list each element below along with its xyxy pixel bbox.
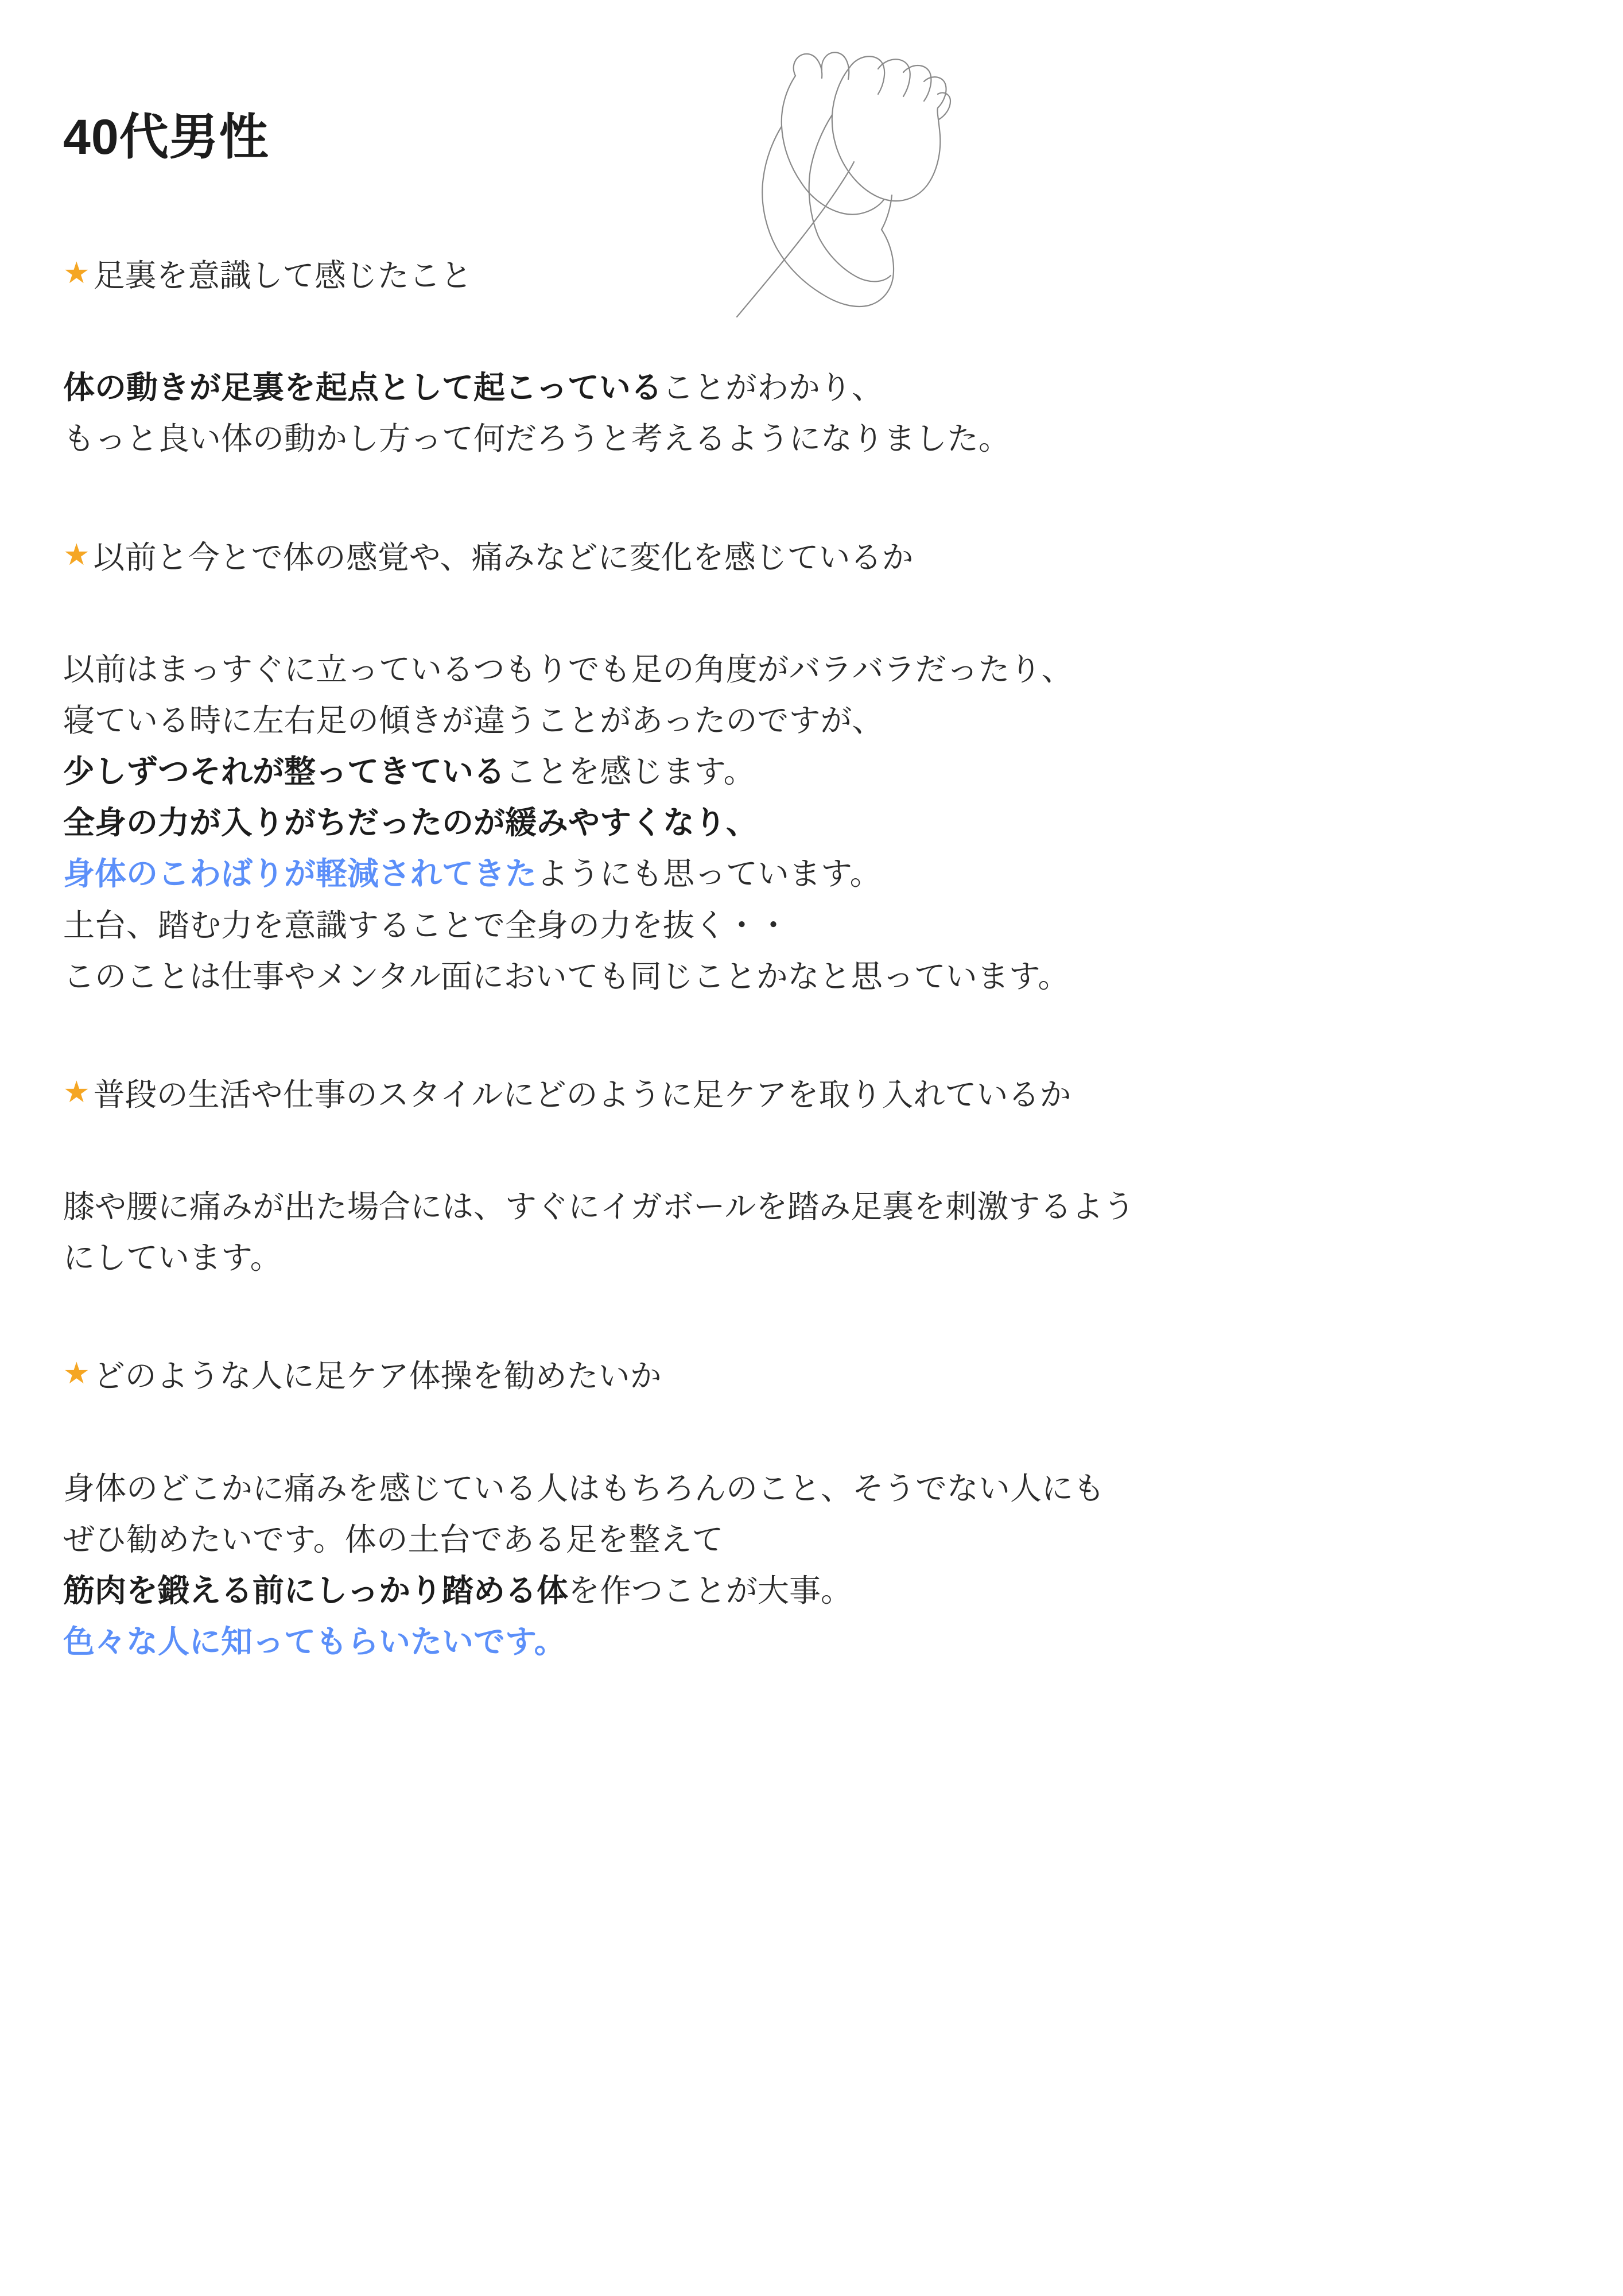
section-heading-3 (63, 1071, 1525, 1119)
paragraph-line (63, 362, 1525, 413)
section-heading-2-text: 以前と今とで体の感覚や、痛みなどに変化を感じているか (93, 539, 914, 575)
star-icon: ★ (63, 1075, 90, 1109)
plain-text: 土台、踏む力を意識することで全身の力を抜く・・ (63, 907, 790, 943)
plain-text: ことを感じます。 (505, 754, 755, 790)
paragraph-line (63, 900, 1525, 951)
highlight-text: 色々な人に知ってもらいたいです。 (63, 1624, 566, 1660)
spacer (63, 581, 1525, 644)
spacer (63, 1400, 1525, 1463)
section-heading-3-text: 普段の生活や仕事のスタイルにどのように足ケアを取り入れているか (93, 1076, 1071, 1112)
spacer (63, 1118, 1525, 1181)
plain-text: 身体のどこかに痛みを感じている人はもちろんのこと、そうでない人にも (63, 1470, 1105, 1506)
paragraph-line (63, 1463, 1525, 1514)
paragraph-line (63, 1232, 1525, 1283)
emphasis-text: 筋肉を鍛える前にしっかり踏める体 (63, 1573, 569, 1609)
paragraph-line (63, 1616, 1525, 1667)
paragraph-line (63, 1565, 1525, 1616)
section-body-4 (63, 1463, 1525, 1667)
section-body-3 (63, 1181, 1525, 1283)
paragraph-line (63, 1181, 1525, 1232)
paragraph-line (63, 413, 1525, 464)
plain-text: 寝ている時に左右足の傾きが違うことがあったのですが、 (63, 703, 884, 739)
paragraph-line (63, 1514, 1525, 1565)
plain-text: 膝や腰に痛みが出た場合には、すぐにイガボールを踏み足裏を刺激するよう (63, 1189, 1135, 1225)
paragraph-line (63, 695, 1525, 746)
paragraph-line (63, 746, 1525, 797)
plain-text: を作つことが大事。 (568, 1573, 853, 1609)
plain-text: ことがわかり、 (662, 370, 883, 406)
highlight-text: 身体のこわばりが軽減されてきた (63, 856, 537, 892)
section-body-2 (63, 644, 1525, 1002)
plain-text: もっと良い体の動かし方って何だろうと考えるようになりました。 (63, 421, 1011, 457)
plain-text: ようにも思っています。 (537, 856, 882, 892)
paragraph-line (63, 644, 1525, 695)
spacer (63, 1283, 1525, 1352)
emphasis-text: 全身の力が入りがちだったのが緩みやすくなり、 (63, 805, 758, 841)
emphasis-text: 体の動きが足裏を起点として起こっている (63, 370, 662, 406)
star-icon: ★ (63, 538, 90, 572)
section-heading-1-text: 足裏を意識して感じたこと (93, 257, 472, 293)
page-title: 40代男性 (63, 110, 269, 165)
plain-text: ぜひ勧めたいです。体の土台である足を整えて (63, 1522, 724, 1558)
feet-illustration-icon (677, 34, 953, 333)
paragraph-line (63, 951, 1525, 1002)
section-heading-2 (63, 534, 1525, 581)
star-icon: ★ (63, 256, 90, 290)
spacer (63, 465, 1525, 534)
section-body-1 (63, 362, 1525, 464)
spacer (63, 1002, 1525, 1071)
emphasis-text: 少しずつそれが整ってきている (63, 754, 506, 790)
plain-text: 以前はまっすぐに立っているつもりでも足の角度がバラバラだったり、 (63, 651, 1073, 688)
plain-text: このことは仕事やメンタル面においても同じことかなと思っています。 (63, 958, 1070, 994)
section-heading-4-text: どのような人に足ケア体操を勧めたいか (93, 1358, 662, 1394)
paragraph-line (63, 797, 1525, 848)
paragraph-line (63, 848, 1525, 899)
star-icon: ★ (63, 1357, 90, 1391)
section-heading-4 (63, 1352, 1525, 1400)
plain-text: にしています。 (63, 1240, 282, 1276)
